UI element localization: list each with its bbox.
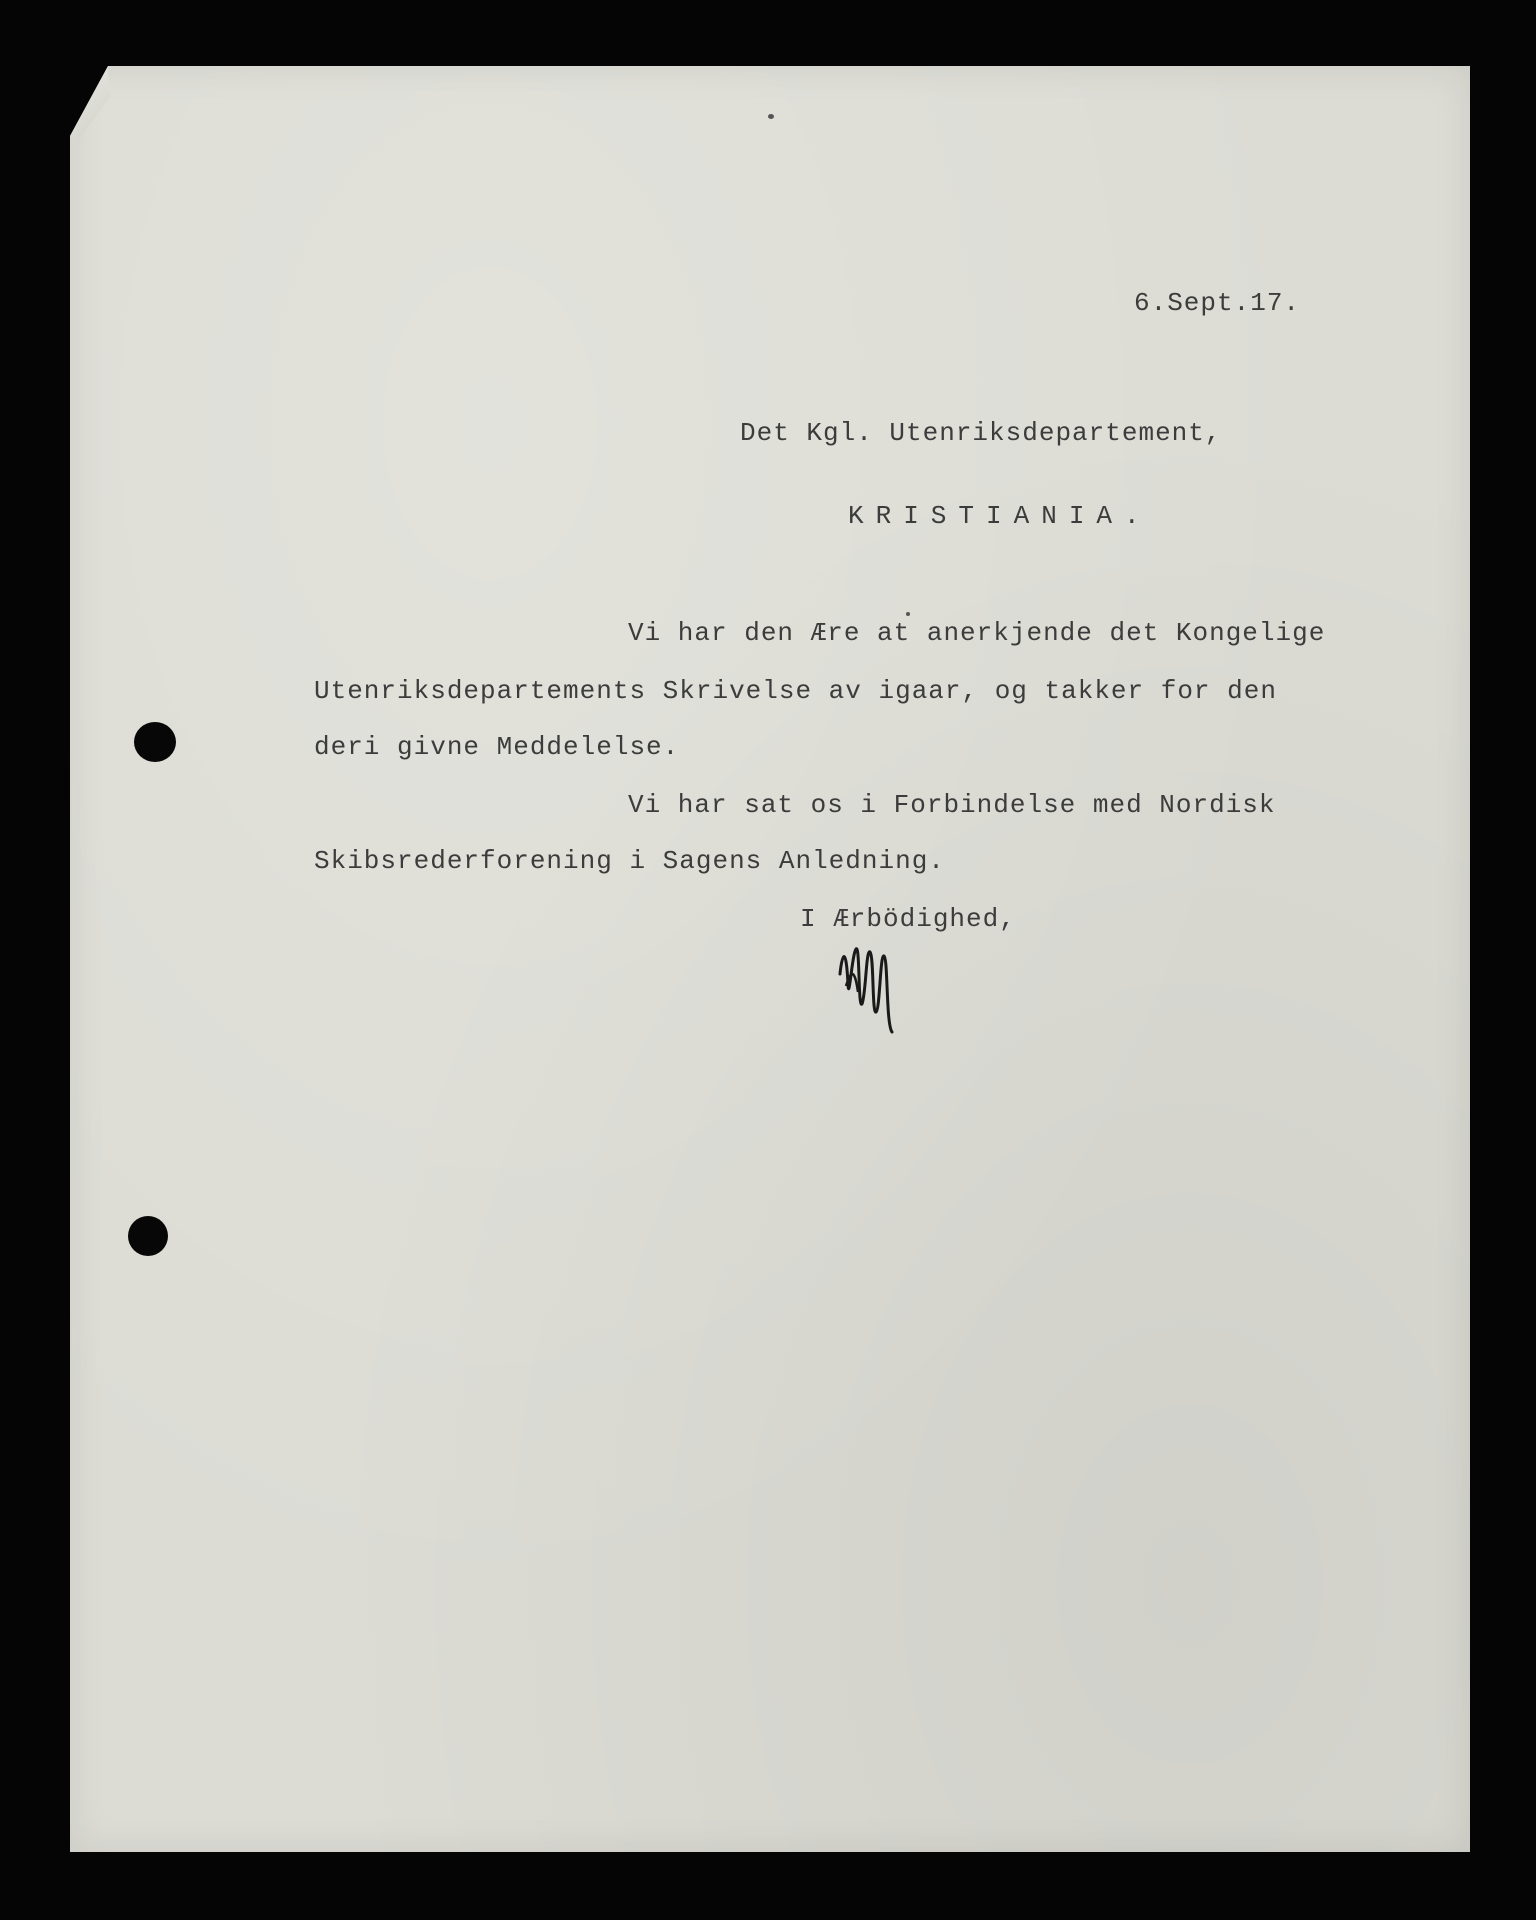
recipient-city: KRISTIANIA. xyxy=(848,501,1152,531)
body-line: Vi har den Ære at anerkjende det Kongelige xyxy=(628,618,1326,648)
letter-sheet xyxy=(70,66,1470,1852)
paper-speck xyxy=(768,114,774,119)
recipient-line: Det Kgl. Utenriksdepartement, xyxy=(740,418,1222,448)
letter-date: 6.Sept.17. xyxy=(1134,288,1301,318)
handwritten-signature xyxy=(836,914,906,1034)
punch-hole-bottom xyxy=(128,1216,168,1256)
paper-speck xyxy=(906,612,910,616)
body-line: Utenriksdepartements Skrivelse av igaar, og takker for den xyxy=(314,676,1277,706)
body-line: deri givne Meddelelse. xyxy=(314,732,680,762)
closing-line: I Ærbödighed, xyxy=(800,904,1016,934)
body-line: Skibsrederforening i Sagens Anledning. xyxy=(314,846,945,876)
punch-hole-top xyxy=(134,722,176,762)
body-line: Vi har sat os i Forbindelse med Nordisk xyxy=(628,790,1276,820)
